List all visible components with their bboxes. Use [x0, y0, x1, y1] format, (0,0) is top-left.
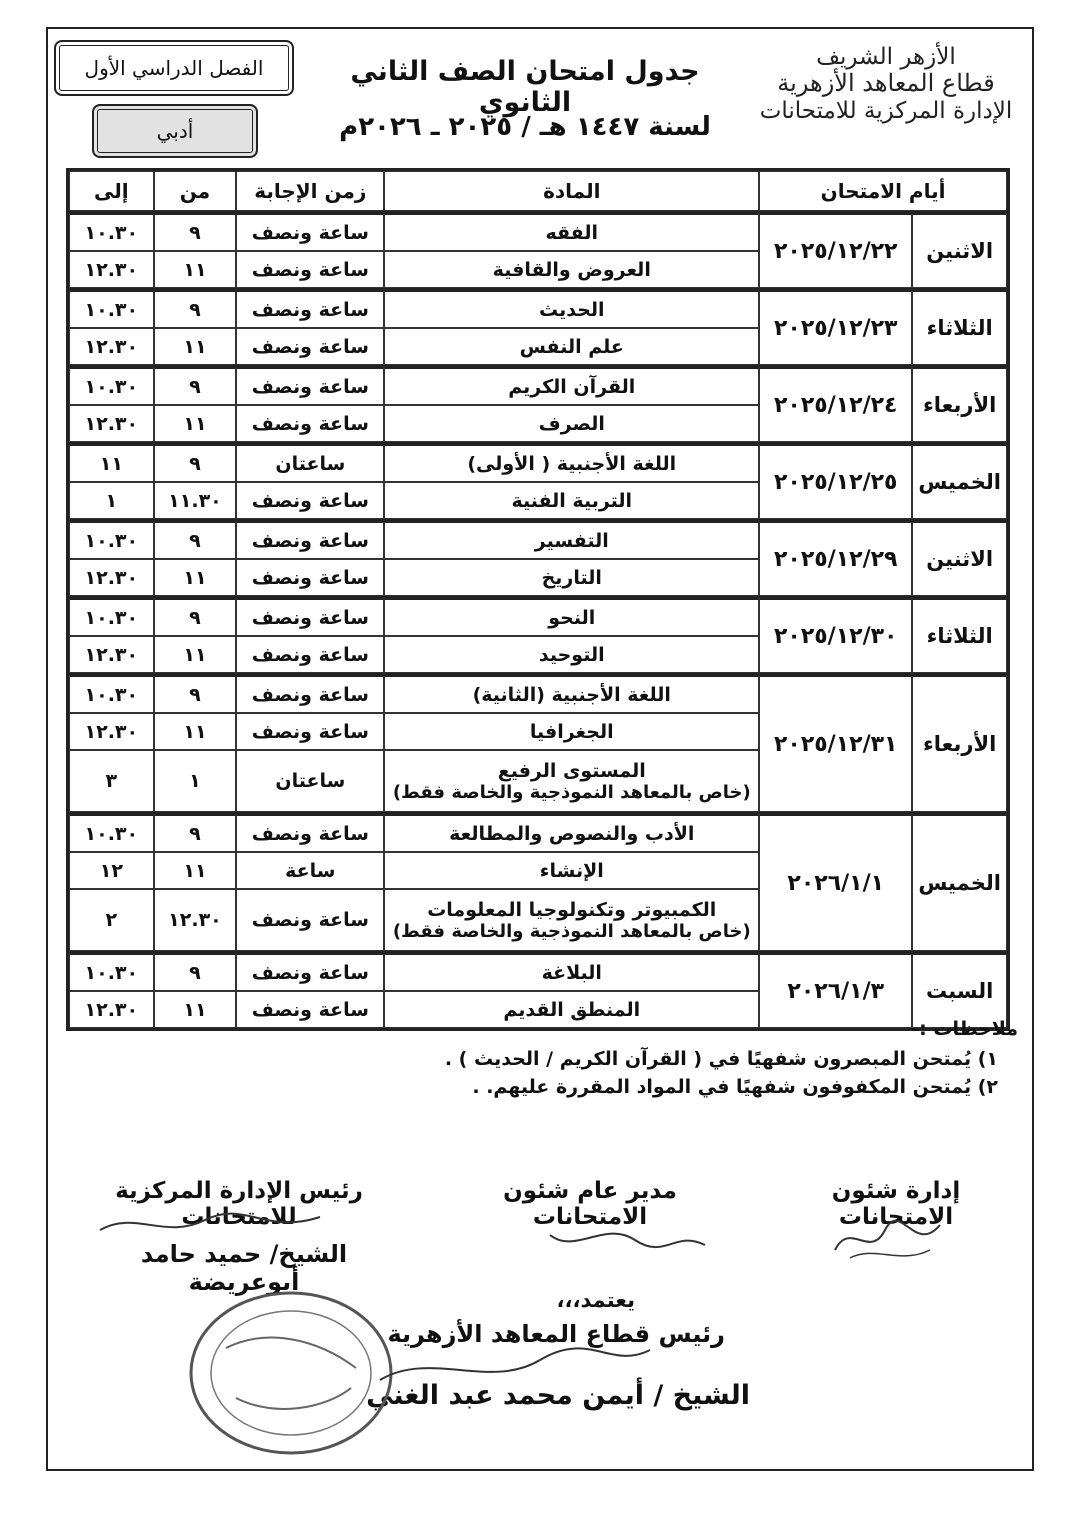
institution-logo	[756, 44, 1016, 124]
approval-label: يعتمد،،،	[556, 1288, 635, 1312]
subject-name: التاريخ	[541, 566, 602, 589]
exam-date: ٢٠٢٥/١٢/٢٥	[759, 442, 912, 519]
signature-central-head: رئيس الإدارة المركزية للامتحانات	[115, 1178, 363, 1230]
subject-cell	[384, 750, 759, 812]
subject-name: الصرف	[538, 412, 605, 435]
sector-head-name: الشيخ / أيمن محمد عبد الغني	[366, 1380, 750, 1411]
handwritten-signature-2	[545, 1210, 715, 1260]
subject-name: العروض والقافية	[492, 258, 651, 281]
handwritten-signature-1	[830, 1210, 950, 1270]
duration-cell: ساعة ونصف	[236, 405, 384, 442]
end-time-cell: ١٢.٣٠	[69, 251, 154, 288]
notes-section	[118, 1018, 1018, 1104]
exam-day: الخميس	[912, 812, 1007, 951]
start-time-cell: ١١	[154, 251, 237, 288]
subject-cell	[384, 673, 759, 713]
end-time-cell: ١	[69, 482, 154, 519]
exam-day: الخميس	[912, 442, 1007, 519]
duration-cell: ساعة ونصف	[236, 889, 384, 951]
page-title: جدول امتحان الصف الثاني الثانوي	[350, 56, 700, 118]
duration-cell: ساعة ونصف	[236, 673, 384, 713]
subject-name: النحو	[548, 606, 596, 629]
exam-day: الاثنين	[912, 519, 1007, 596]
subject-note: (خاص بالمعاهد النموذجية والخاصة فقط)	[392, 781, 751, 803]
header-subject: المادة	[384, 171, 759, 211]
end-time-cell: ١٢.٣٠	[69, 405, 154, 442]
end-time-cell: ١٢.٣٠	[69, 328, 154, 365]
logo-line-3: الإدارة المركزية للامتحانات	[759, 98, 1013, 125]
start-time-cell: ١١	[154, 713, 237, 750]
table-row	[69, 519, 1007, 559]
handwritten-date-signature	[95, 1205, 325, 1245]
subject-name: الكمبيوتر وتكنولوجيا المعلومات	[427, 898, 717, 921]
start-time-cell: ١	[154, 750, 237, 812]
end-time-cell: ٢	[69, 889, 154, 951]
duration-cell: ساعة ونصف	[236, 636, 384, 673]
end-time-cell: ١٠.٣٠	[69, 673, 154, 713]
subject-name: المستوى الرفيع	[497, 759, 646, 782]
header-duration: زمن الإجابة	[236, 171, 384, 211]
end-time-cell: ١٠.٣٠	[69, 519, 154, 559]
table-header-row	[69, 171, 1007, 211]
exam-date: ٢٠٢٥/١٢/٢٤	[759, 365, 912, 442]
subject-cell	[384, 852, 759, 889]
subject-cell	[384, 405, 759, 442]
exam-day: الثلاثاء	[912, 288, 1007, 365]
subject-cell	[384, 365, 759, 405]
start-time-cell: ٩	[154, 673, 237, 713]
signature-general-director: مدير عام شئون الامتحانات	[503, 1178, 677, 1230]
end-time-cell: ١١	[69, 442, 154, 482]
exam-day: الأربعاء	[912, 365, 1007, 442]
subject-cell	[384, 288, 759, 328]
duration-cell: ساعة ونصف	[236, 365, 384, 405]
exam-date: ٢٠٢٦/١/١	[759, 812, 912, 951]
header-days: أيام الامتحان	[759, 171, 1007, 211]
duration-cell: ساعة ونصف	[236, 596, 384, 636]
duration-cell: ساعة ونصف	[236, 713, 384, 750]
table-row	[69, 812, 1007, 852]
subject-cell	[384, 889, 759, 951]
exam-day: الاثنين	[912, 211, 1007, 288]
exam-day: الأربعاء	[912, 673, 1007, 812]
duration-cell: ساعة ونصف	[236, 519, 384, 559]
subject-name: التربية الفنية	[511, 489, 633, 512]
end-time-cell: ٣	[69, 750, 154, 812]
duration-cell: ساعتان	[236, 750, 384, 812]
duration-cell: ساعة ونصف	[236, 951, 384, 991]
end-time-cell: ١٢.٣٠	[69, 713, 154, 750]
central-head-name: الشيخ/ حميد حامد أبوعريضة	[140, 1240, 348, 1296]
duration-cell: ساعة ونصف	[236, 812, 384, 852]
note-item: ١) يُمتحن المبصرون شفهيًا في ( القرآن الكريم / الحديث ) .	[444, 1048, 998, 1070]
start-time-cell: ٩	[154, 288, 237, 328]
subject-name: التفسير	[534, 529, 609, 552]
subject-cell	[384, 442, 759, 482]
subject-name: البلاغة	[541, 961, 602, 984]
end-time-cell: ١٠.٣٠	[69, 596, 154, 636]
subject-cell	[384, 559, 759, 596]
exam-date: ٢٠٢٥/١٢/٢٣	[759, 288, 912, 365]
subject-name: الأدب والنصوص والمطالعة	[449, 822, 695, 845]
end-time-cell: ١٠.٣٠	[69, 951, 154, 991]
subject-cell	[384, 713, 759, 750]
end-time-cell: ١٠.٣٠	[69, 365, 154, 405]
duration-cell: ساعة	[236, 852, 384, 889]
sector-head-title: رئيس قطاع المعاهد الأزهرية	[387, 1320, 725, 1348]
start-time-cell: ١١.٣٠	[154, 482, 237, 519]
subject-cell	[384, 328, 759, 365]
sector-head-signature	[370, 1330, 660, 1400]
subject-name: القرآن الكريم	[508, 375, 636, 398]
end-time-cell: ١٢.٣٠	[69, 559, 154, 596]
exam-schedule-table	[66, 168, 1010, 1031]
start-time-cell: ٩	[154, 596, 237, 636]
header-to: إلى	[69, 171, 154, 211]
exam-date: ٢٠٢٥/١٢/٣١	[759, 673, 912, 812]
branch-box: أدبي	[92, 104, 258, 158]
duration-cell: ساعتان	[236, 442, 384, 482]
duration-cell: ساعة ونصف	[236, 251, 384, 288]
start-time-cell: ٩	[154, 442, 237, 482]
duration-cell: ساعة ونصف	[236, 328, 384, 365]
official-seal	[186, 1288, 396, 1458]
logo-line-1: الأزهر الشريف	[816, 44, 956, 70]
academic-year: لسنة ١٤٤٧ هـ / ٢٠٢٥ ـ ٢٠٢٦م	[339, 112, 711, 142]
subject-name: الحديث	[538, 298, 605, 321]
end-time-cell: ١٢.٣٠	[69, 991, 154, 1028]
table-row	[69, 442, 1007, 482]
notes-heading: ملاحظات :-	[911, 1018, 1018, 1040]
duration-cell: ساعة ونصف	[236, 211, 384, 251]
table-row	[69, 673, 1007, 713]
subject-name: الفقه	[545, 221, 599, 244]
exam-date: ٢٠٢٦/١/٣	[759, 951, 912, 1028]
start-time-cell: ٩	[154, 951, 237, 991]
start-time-cell: ١١	[154, 559, 237, 596]
exam-date: ٢٠٢٥/١٢/٢٢	[759, 211, 912, 288]
start-time-cell: ١١	[154, 328, 237, 365]
subject-name: اللغة الأجنبية (الثانية)	[472, 683, 671, 706]
start-time-cell: ٩	[154, 365, 237, 405]
logo-line-2: قطاع المعاهد الأزهرية	[777, 69, 995, 98]
start-time-cell: ١١	[154, 405, 237, 442]
subject-cell	[384, 951, 759, 991]
subject-name: علم النفس	[519, 335, 624, 358]
duration-cell: ساعة ونصف	[236, 559, 384, 596]
start-time-cell: ٩	[154, 812, 237, 852]
end-time-cell: ١٢.٣٠	[69, 636, 154, 673]
subject-cell	[384, 482, 759, 519]
subject-name: اللغة الأجنبية ( الأولى)	[467, 452, 677, 475]
subject-note: (خاص بالمعاهد النموذجية والخاصة فقط)	[392, 920, 751, 942]
header-from: من	[154, 171, 237, 211]
exam-day: الثلاثاء	[912, 596, 1007, 673]
subject-cell	[384, 251, 759, 288]
end-time-cell: ١٠.٣٠	[69, 812, 154, 852]
table-row	[69, 951, 1007, 991]
subject-cell	[384, 596, 759, 636]
start-time-cell: ١٢.٣٠	[154, 889, 237, 951]
duration-cell: ساعة ونصف	[236, 991, 384, 1028]
duration-cell: ساعة ونصف	[236, 482, 384, 519]
exam-date: ٢٠٢٥/١٢/٢٩	[759, 519, 912, 596]
subject-name: الجغرافيا	[529, 720, 614, 743]
start-time-cell: ١١	[154, 636, 237, 673]
start-time-cell: ١١	[154, 852, 237, 889]
end-time-cell: ١٠.٣٠	[69, 288, 154, 328]
subject-name: الإنشاء	[539, 859, 604, 882]
term-box: الفصل الدراسي الأول	[54, 40, 294, 96]
subject-name: التوحيد	[538, 643, 605, 666]
subject-cell	[384, 812, 759, 852]
table-row	[69, 365, 1007, 405]
subject-cell	[384, 636, 759, 673]
note-item: ٢) يُمتحن المكفوفون شفهيًا في المواد المقررة عليهم. .	[472, 1076, 998, 1098]
table-row	[69, 211, 1007, 251]
table-row	[69, 596, 1007, 636]
table-row	[69, 288, 1007, 328]
duration-cell: ساعة ونصف	[236, 288, 384, 328]
signature-exams-admin: إدارة شئون الامتحانات	[831, 1178, 961, 1230]
start-time-cell: ٩	[154, 519, 237, 559]
start-time-cell: ٩	[154, 211, 237, 251]
subject-name: المنطق القديم	[503, 998, 641, 1021]
exam-day: السبت	[912, 951, 1007, 1028]
subject-cell	[384, 519, 759, 559]
end-time-cell: ١٢	[69, 852, 154, 889]
start-time-cell: ١١	[154, 991, 237, 1028]
end-time-cell: ١٠.٣٠	[69, 211, 154, 251]
exam-date: ٢٠٢٥/١٢/٣٠	[759, 596, 912, 673]
subject-cell	[384, 211, 759, 251]
